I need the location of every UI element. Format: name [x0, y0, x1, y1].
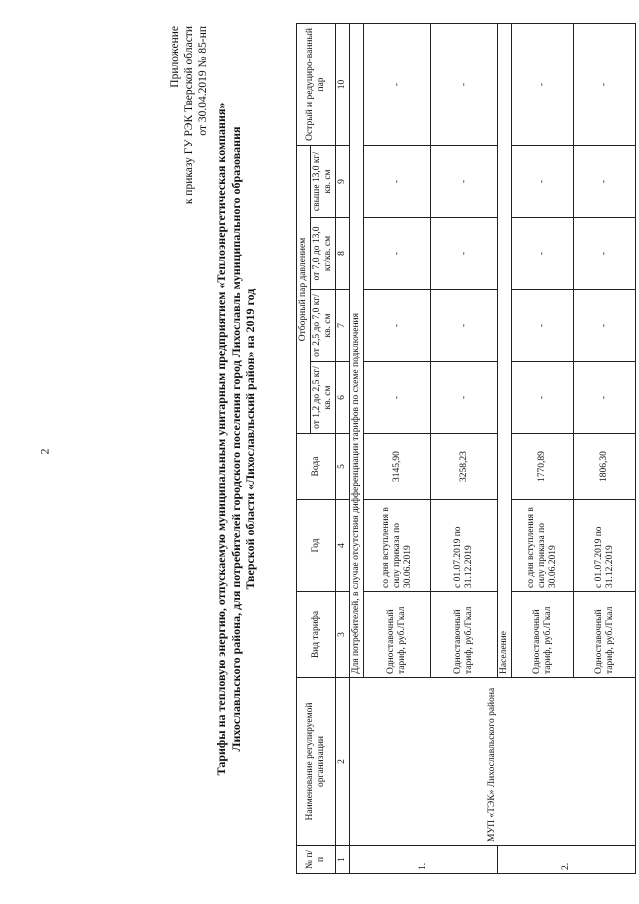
steam-value: - [512, 218, 574, 290]
steam-value: - [431, 362, 498, 434]
col-number: 2 [336, 678, 350, 846]
steam-value: - [431, 218, 498, 290]
org-name: МУП «ТЭК» Лихославльского района [350, 678, 636, 846]
steam-value: - [574, 290, 636, 362]
title-line: Тарифы на тепловую энергию, отпускаемую муниципальным унитарным предприятием «Теплоэнергетическая компания» [214, 102, 228, 776]
steam-value: - [431, 290, 498, 362]
header-water: Вода [297, 434, 336, 500]
header-steam-sharp: Острый и редуциро-ванный пар [297, 23, 336, 145]
approval-line: от 30.04.2019 № 85-нп [197, 26, 209, 136]
title-line: Лихославльского района, для потребителей городского поселения город Лихославль муниципального образования [228, 126, 243, 752]
col-number: 4 [336, 500, 350, 592]
water-value: 1806,30 [574, 434, 636, 500]
approval-line: к приказу ГУ РЭК Тверской области [183, 26, 195, 205]
section-row [350, 23, 364, 873]
section-consumers: Для потребителей, в случае отсутствия дифференциации тарифов по схеме подключения [350, 23, 364, 677]
water-value: 1770,89 [512, 434, 574, 500]
tariff-type: Одноставочный тариф, руб./Гкал [364, 592, 431, 678]
water-value: 3258,23 [431, 434, 498, 500]
steam-value: - [574, 218, 636, 290]
steam-value: - [574, 362, 636, 434]
tariff-table [296, 23, 636, 874]
period: со дня вступления в силу приказа по 30.06.2019 [364, 500, 431, 592]
steam-value: - [431, 23, 498, 145]
header-row [297, 23, 311, 873]
col-number: 3 [336, 592, 350, 678]
tariff-type: Одноставочный тариф, руб./Гкал [574, 592, 636, 678]
steam-value: - [512, 23, 574, 145]
row-num: 2. [498, 846, 636, 874]
header-tariff-type: Вид тарифа [297, 592, 336, 678]
header-steam-group: Отборный пар давлением [297, 145, 311, 433]
title-line: Тверской области «Лихославльский район» на 2019 год [243, 288, 258, 590]
steam-value: - [364, 145, 431, 217]
header-steam-3: от 7,0 до 13,0 кг/кв. см [311, 218, 336, 290]
steam-value: - [512, 362, 574, 434]
col-number: 10 [336, 23, 350, 145]
document-title [214, 94, 258, 784]
header-year: Год [297, 500, 336, 592]
section-population: Население [498, 23, 512, 677]
col-number: 5 [336, 434, 350, 500]
column-number-row [336, 23, 350, 873]
steam-value: - [512, 290, 574, 362]
header-steam-2: от 2,5 до 7,0 кг/кв. см [311, 290, 336, 362]
col-number: 1 [336, 846, 350, 874]
row-num: 1. [350, 846, 498, 874]
steam-value: - [364, 290, 431, 362]
steam-value: - [364, 23, 431, 145]
steam-value: - [512, 145, 574, 217]
col-number: 6 [336, 362, 350, 434]
tariff-type: Одноставочный тариф, руб./Гкал [512, 592, 574, 678]
tariff-type: Одноставочный тариф, руб./Гкал [431, 592, 498, 678]
steam-value: - [574, 145, 636, 217]
page-number: 2 [37, 448, 52, 455]
period: с 01.07.2019 по 31.12.2019 [431, 500, 498, 592]
water-value: 3145,90 [364, 434, 431, 500]
col-number: 9 [336, 145, 350, 217]
header-steam-1: от 1,2 до 2,5 кг/кв. см [311, 362, 336, 434]
header-steam-4: свыше 13,0 кг/кв. см [311, 145, 336, 217]
steam-value: - [574, 23, 636, 145]
steam-value: - [364, 362, 431, 434]
col-number: 8 [336, 218, 350, 290]
period: с 01.07.2019 по 31.12.2019 [574, 500, 636, 592]
approval-block [168, 26, 210, 204]
header-org: Наименование регулируемой организации [297, 678, 336, 846]
approval-line: Приложение [169, 26, 181, 88]
period: со дня вступления в силу приказа по 30.06.2019 [512, 500, 574, 592]
rotated-page [150, 0, 639, 904]
steam-value: - [364, 218, 431, 290]
col-number: 7 [336, 290, 350, 362]
header-num: № п/п [297, 846, 336, 874]
steam-value: - [431, 145, 498, 217]
